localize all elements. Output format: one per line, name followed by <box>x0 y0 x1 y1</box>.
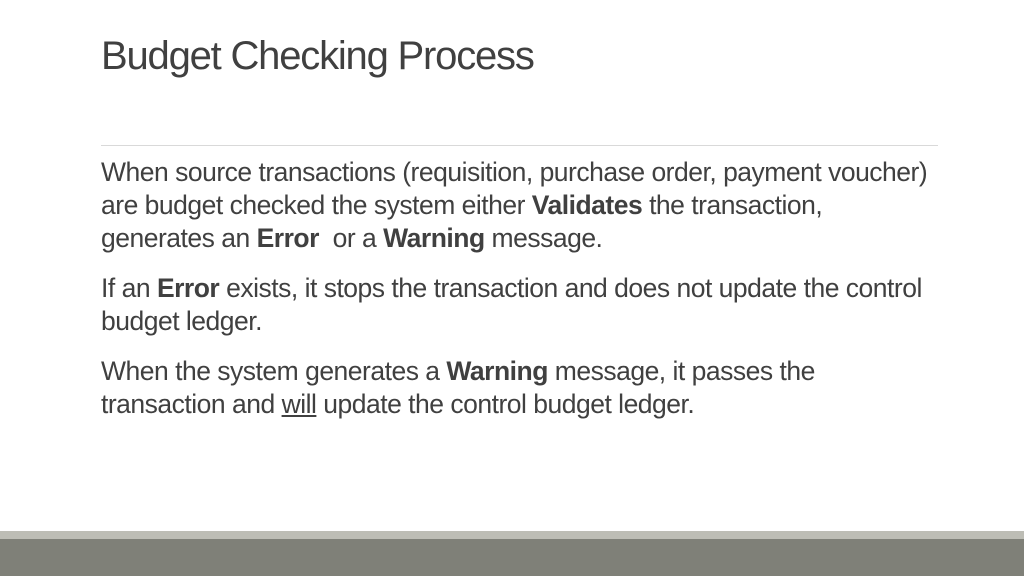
bold-validates: Validates <box>531 190 643 220</box>
text-run: exists, it stops the transaction and does not update the control budget ledger. <box>101 273 922 336</box>
paragraph-warning <box>101 355 941 421</box>
text-run: the transaction, generates an <box>101 190 823 253</box>
slide-title: Budget Checking Process <box>101 34 534 78</box>
bold-error: Error <box>256 223 319 253</box>
text-run: When the system generates a <box>101 356 447 386</box>
bold-warning: Warning <box>446 356 548 386</box>
slide-body <box>101 156 941 438</box>
text-run: If an <box>101 273 157 303</box>
title-divider <box>101 145 938 146</box>
bold-warning: Warning <box>383 223 485 253</box>
text-run: update the control budget ledger. <box>316 389 695 419</box>
bold-error: Error <box>156 273 220 303</box>
paragraph-error <box>101 272 941 338</box>
text-run: message. <box>484 223 603 253</box>
footer-band <box>0 539 1024 576</box>
text-run: message, it passes the transaction and <box>101 356 815 419</box>
footer-band-light <box>0 531 1024 539</box>
paragraph-validation <box>101 156 941 255</box>
text-run: or a <box>318 223 384 253</box>
text-run: When source transactions (requisition, purchase order, payment voucher) are budget checked the system either <box>101 157 928 220</box>
underlined-will: will <box>281 389 317 419</box>
